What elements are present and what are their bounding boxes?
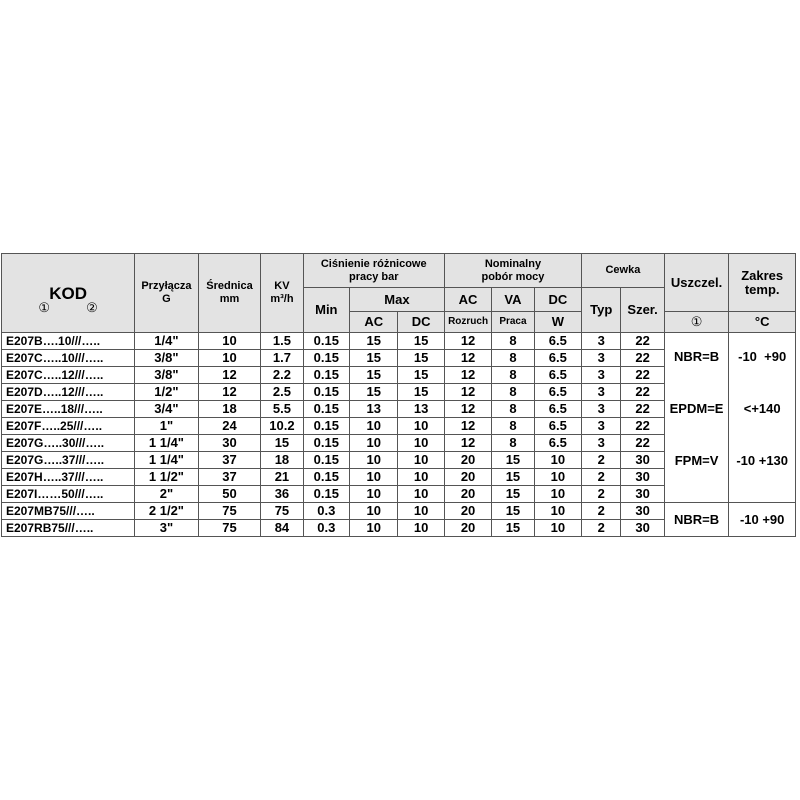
ac-cell: 12	[444, 418, 491, 435]
kod-cell: E207I……50///…..	[2, 486, 135, 503]
przylacza-cell: 1/4"	[135, 333, 199, 350]
max-dc-cell: 10	[398, 520, 444, 537]
typ-cell: 3	[582, 435, 621, 452]
max-dc-cell: 15	[398, 367, 444, 384]
przylacza-cell: 1"	[135, 418, 199, 435]
kod-header	[2, 254, 135, 333]
ac-cell: 20	[444, 503, 491, 520]
dc-cell: 10	[534, 452, 581, 469]
kv-cell: 21	[261, 469, 303, 486]
zakres-unit: °C	[729, 312, 796, 333]
kv-label: KV	[274, 280, 290, 292]
va-cell: 8	[492, 401, 534, 418]
kv-cell: 1.5	[261, 333, 303, 350]
szer-cell: 22	[621, 435, 664, 452]
min-cell: 0.3	[303, 503, 349, 520]
max-ac-cell: 10	[350, 486, 398, 503]
va-cell: 15	[492, 486, 534, 503]
ac-cell: 12	[444, 333, 491, 350]
przylacza-cell: 1 1/4"	[135, 452, 199, 469]
min-cell: 0.15	[303, 452, 349, 469]
typ-cell: 2	[582, 486, 621, 503]
seal-fpm: FPM=V	[674, 452, 719, 468]
pobor-header	[444, 254, 581, 288]
dc-cell: 10	[534, 503, 581, 520]
min-header: Min	[303, 288, 349, 333]
srednica-cell: 37	[198, 452, 261, 469]
max-ac-cell: 10	[350, 452, 398, 469]
szer-cell: 30	[621, 452, 664, 469]
temp-group-1	[729, 333, 796, 503]
ac-cell: 12	[444, 350, 491, 367]
typ-cell: 3	[582, 367, 621, 384]
max-dc-cell: 10	[398, 503, 444, 520]
va-cell: 8	[492, 350, 534, 367]
typ-cell: 2	[582, 503, 621, 520]
pobor-va-header: VA	[492, 288, 534, 312]
przylacza-cell: 1 1/4"	[135, 435, 199, 452]
srednica-cell: 12	[198, 367, 261, 384]
ac-cell: 20	[444, 486, 491, 503]
srednica-cell: 30	[198, 435, 261, 452]
przylacza-cell: 2 1/2"	[135, 503, 199, 520]
szer-cell: 30	[621, 503, 664, 520]
max-dc-cell: 10	[398, 452, 444, 469]
temp-fpm: -10 +130	[736, 452, 789, 468]
szer-header: Szer.	[621, 288, 664, 333]
szer-cell: 30	[621, 469, 664, 486]
cewka-header	[582, 254, 665, 288]
kod-title: KOD	[49, 284, 87, 303]
kod-cell: E207G…..30///…..	[2, 435, 135, 452]
max-ac-header: AC	[350, 312, 398, 333]
szer-cell: 22	[621, 350, 664, 367]
srednica-cell: 10	[198, 350, 261, 367]
kod-cell: E207H…..37///…..	[2, 469, 135, 486]
dc-cell: 6.5	[534, 401, 581, 418]
va-cell: 15	[492, 452, 534, 469]
przylacza-cell: 3/4"	[135, 401, 199, 418]
srednica-header	[198, 254, 261, 333]
min-cell: 0.15	[303, 418, 349, 435]
kv-cell: 10.2	[261, 418, 303, 435]
uszczel-header	[664, 254, 729, 312]
max-header: Max	[350, 288, 445, 312]
va-cell: 8	[492, 367, 534, 384]
min-cell: 0.15	[303, 350, 349, 367]
kv-header	[261, 254, 303, 333]
szer-cell: 22	[621, 401, 664, 418]
va-cell: 15	[492, 503, 534, 520]
ac-cell: 20	[444, 520, 491, 537]
przylacza-label: Przyłącza	[141, 280, 192, 292]
ac-cell: 12	[444, 367, 491, 384]
srednica-cell: 10	[198, 333, 261, 350]
kv-cell: 36	[261, 486, 303, 503]
table-row	[2, 503, 796, 520]
typ-cell: 2	[582, 452, 621, 469]
uszczel-marker: ①	[664, 312, 729, 333]
seal-group-2: NBR=B	[664, 503, 729, 537]
max-dc-cell: 10	[398, 418, 444, 435]
zakres-label: Zakres	[741, 267, 784, 283]
max-dc-header: DC	[398, 312, 444, 333]
kod-cell: E207C…..12///…..	[2, 367, 135, 384]
szer-cell: 30	[621, 486, 664, 503]
dc-cell: 6.5	[534, 435, 581, 452]
typ-cell: 3	[582, 401, 621, 418]
przylacza-cell: 1/2"	[135, 384, 199, 401]
min-cell: 0.3	[303, 520, 349, 537]
uszczel-label: Uszczel.	[670, 274, 723, 290]
ac-cell: 20	[444, 452, 491, 469]
typ-cell: 2	[582, 469, 621, 486]
srednica-cell: 75	[198, 503, 261, 520]
dc-cell: 10	[534, 486, 581, 503]
kv-unit: m³/h	[270, 293, 294, 305]
praca-header: Praca	[492, 312, 534, 333]
max-dc-cell: 10	[398, 435, 444, 452]
max-ac-cell: 15	[350, 333, 398, 350]
temp-group-2: -10 +90	[729, 503, 796, 537]
min-cell: 0.15	[303, 435, 349, 452]
va-cell: 15	[492, 520, 534, 537]
kv-cell: 18	[261, 452, 303, 469]
min-cell: 0.15	[303, 401, 349, 418]
seal-epdm: EPDM=E	[669, 400, 724, 416]
zakres-label-2: temp.	[744, 281, 780, 297]
typ-cell: 3	[582, 333, 621, 350]
przylacza-cell: 2"	[135, 486, 199, 503]
srednica-unit: mm	[219, 293, 240, 305]
seal-group-1	[664, 333, 729, 503]
dc-cell: 6.5	[534, 418, 581, 435]
srednica-cell: 75	[198, 520, 261, 537]
przylacza-header	[135, 254, 199, 333]
kv-cell: 84	[261, 520, 303, 537]
przylacza-cell: 3"	[135, 520, 199, 537]
cewka-label: Cewka	[605, 264, 641, 276]
kv-cell: 5.5	[261, 401, 303, 418]
dc-cell: 6.5	[534, 350, 581, 367]
kod-cell: E207MB75///…..	[2, 503, 135, 520]
kod-cell: E207E…..18///…..	[2, 401, 135, 418]
kv-cell: 1.7	[261, 350, 303, 367]
seal-nbr: NBR=B	[673, 348, 720, 364]
max-dc-cell: 15	[398, 384, 444, 401]
max-ac-cell: 15	[350, 367, 398, 384]
typ-cell: 3	[582, 384, 621, 401]
kv-cell: 2.2	[261, 367, 303, 384]
cisnienie-header	[303, 254, 444, 288]
kod-marker-1: ①	[38, 300, 51, 315]
va-cell: 15	[492, 469, 534, 486]
typ-header: Typ	[582, 288, 621, 333]
max-dc-cell: 13	[398, 401, 444, 418]
kod-cell: E207B….10///…..	[2, 333, 135, 350]
przylacza-cell: 3/8"	[135, 350, 199, 367]
kod-cell: E207D…..12///…..	[2, 384, 135, 401]
dc-cell: 6.5	[534, 367, 581, 384]
max-ac-cell: 10	[350, 503, 398, 520]
srednica-label: Średnica	[206, 280, 253, 292]
min-cell: 0.15	[303, 367, 349, 384]
kv-cell: 2.5	[261, 384, 303, 401]
przylacza-g-label: G	[162, 293, 171, 305]
przylacza-cell: 1 1/2"	[135, 469, 199, 486]
table-row	[2, 333, 796, 350]
szer-cell: 30	[621, 520, 664, 537]
dc-cell: 6.5	[534, 333, 581, 350]
max-dc-cell: 15	[398, 333, 444, 350]
dc-cell: 10	[534, 469, 581, 486]
max-dc-cell: 10	[398, 486, 444, 503]
max-ac-cell: 10	[350, 520, 398, 537]
szer-cell: 22	[621, 384, 664, 401]
typ-cell: 3	[582, 418, 621, 435]
pobor-dc-header: DC	[534, 288, 581, 312]
typ-cell: 3	[582, 350, 621, 367]
max-dc-cell: 15	[398, 350, 444, 367]
max-ac-cell: 10	[350, 435, 398, 452]
max-ac-cell: 15	[350, 384, 398, 401]
kod-cell: E207F…..25///…..	[2, 418, 135, 435]
srednica-cell: 24	[198, 418, 261, 435]
temp-nbr: -10 +90	[738, 348, 787, 364]
srednica-cell: 37	[198, 469, 261, 486]
va-cell: 8	[492, 435, 534, 452]
szer-cell: 22	[621, 367, 664, 384]
kod-cell: E207RB75///…..	[2, 520, 135, 537]
przylacza-cell: 3/8"	[135, 367, 199, 384]
max-ac-cell: 15	[350, 350, 398, 367]
szer-cell: 22	[621, 333, 664, 350]
srednica-cell: 50	[198, 486, 261, 503]
cisnienie-label: Ciśnienie różnicowe	[320, 257, 427, 270]
kod-marker-2: ②	[86, 300, 98, 315]
pobor-ac-header: AC	[444, 288, 491, 312]
ac-cell: 12	[444, 435, 491, 452]
ac-cell: 12	[444, 384, 491, 401]
va-cell: 8	[492, 418, 534, 435]
ac-cell: 12	[444, 401, 491, 418]
min-cell: 0.15	[303, 384, 349, 401]
kod-cell: E207G…..37///…..	[2, 452, 135, 469]
max-ac-cell: 10	[350, 469, 398, 486]
dc-cell: 10	[534, 520, 581, 537]
kv-cell: 15	[261, 435, 303, 452]
srednica-cell: 18	[198, 401, 261, 418]
max-ac-cell: 10	[350, 418, 398, 435]
zakres-header	[729, 254, 796, 312]
product-spec-table	[1, 253, 796, 537]
w-header: W	[534, 312, 581, 333]
min-cell: 0.15	[303, 333, 349, 350]
dc-cell: 6.5	[534, 384, 581, 401]
kv-cell: 75	[261, 503, 303, 520]
va-cell: 8	[492, 384, 534, 401]
temp-epdm: <+140	[743, 400, 781, 416]
max-ac-cell: 13	[350, 401, 398, 418]
va-cell: 8	[492, 333, 534, 350]
min-cell: 0.15	[303, 469, 349, 486]
rozruch-header: Rozruch	[444, 312, 491, 333]
typ-cell: 2	[582, 520, 621, 537]
pobor-label-2: pobór mocy	[481, 270, 545, 283]
szer-cell: 22	[621, 418, 664, 435]
pobor-label: Nominalny	[484, 257, 542, 270]
max-dc-cell: 10	[398, 469, 444, 486]
ac-cell: 20	[444, 469, 491, 486]
kod-cell: E207C…..10///…..	[2, 350, 135, 367]
cisnienie-label-2: pracy bar	[348, 270, 399, 283]
srednica-cell: 12	[198, 384, 261, 401]
min-cell: 0.15	[303, 486, 349, 503]
